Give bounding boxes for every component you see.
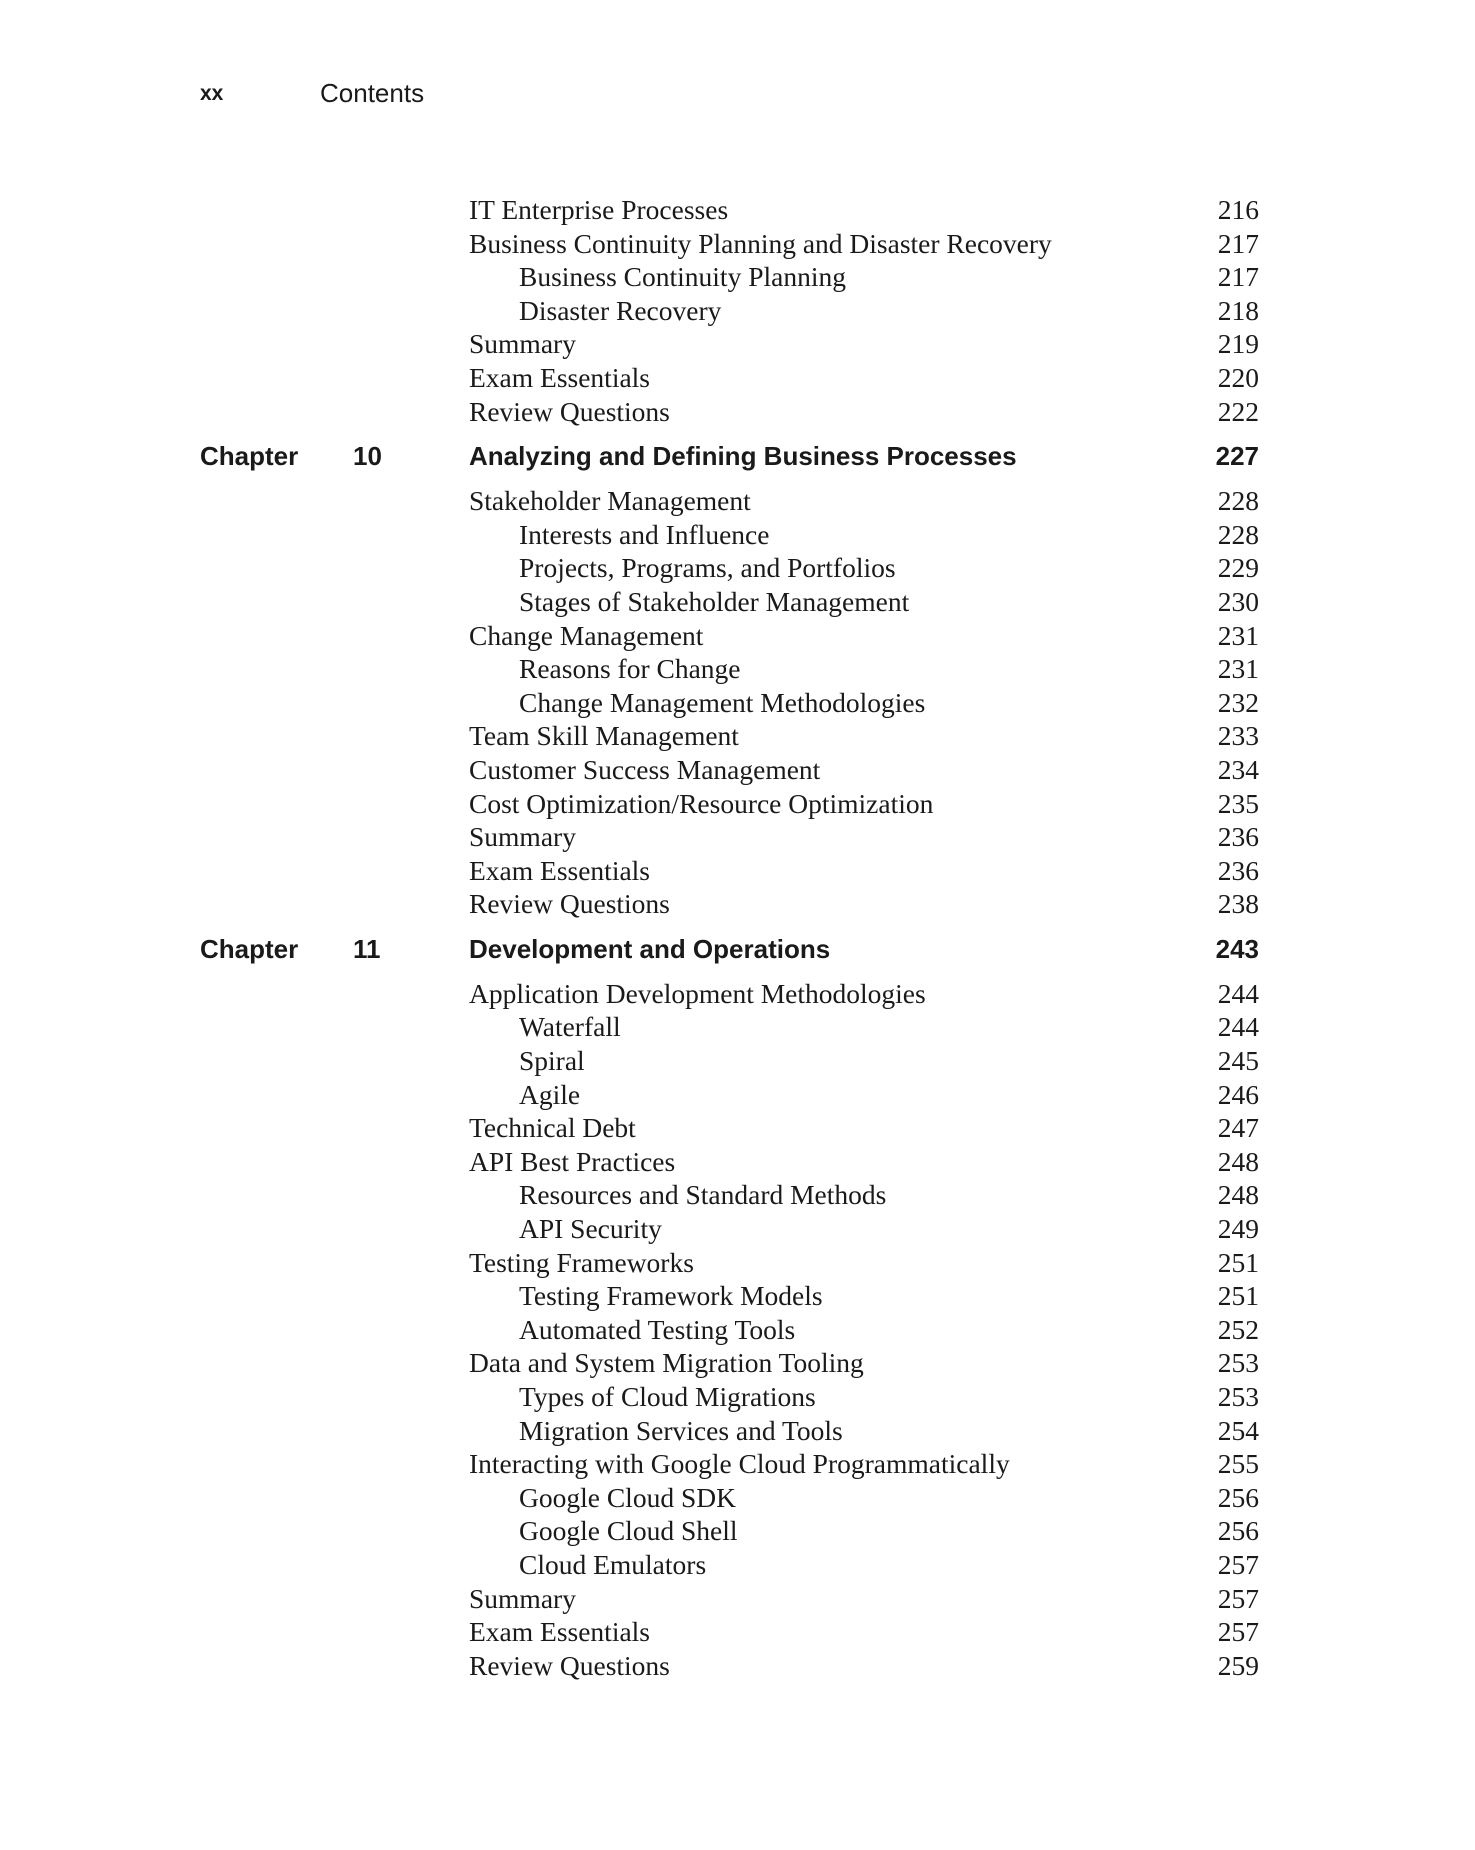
toc-subentry	[0, 1380, 1475, 1414]
running-head	[0, 78, 1475, 114]
entry-title: Disaster Recovery	[519, 294, 722, 326]
entry-page-number: 236	[1217, 854, 1259, 886]
toc-entry	[0, 887, 1475, 921]
toc-subentry	[0, 1212, 1475, 1246]
chapter-label: Chapter	[200, 441, 299, 472]
entry-page-number: 256	[1217, 1515, 1259, 1547]
entry-title: API Security	[519, 1213, 662, 1245]
toc-subentry	[0, 1044, 1475, 1078]
toc-entry	[0, 1447, 1475, 1481]
entry-page-number: 217	[1217, 261, 1259, 293]
toc-entry	[0, 361, 1475, 395]
entry-title: Review Questions	[469, 888, 670, 920]
toc-entry	[0, 1145, 1475, 1179]
entry-title: Exam Essentials	[469, 361, 651, 393]
entry-title: Cost Optimization/Resource Optimization	[469, 787, 934, 819]
toc-subentry	[0, 1313, 1475, 1347]
entry-page-number: 233	[1217, 720, 1259, 752]
entry-title: API Best Practices	[469, 1145, 676, 1177]
entry-title: Google Cloud Shell	[519, 1515, 738, 1547]
entry-page-number: 253	[1217, 1347, 1259, 1379]
entry-page-number: 244	[1217, 977, 1259, 1009]
toc-subentry	[0, 686, 1475, 720]
toc-entry	[0, 619, 1475, 653]
toc-entry	[0, 820, 1475, 854]
toc-entry	[0, 1111, 1475, 1145]
entry-title: Types of Cloud Migrations	[519, 1381, 816, 1412]
toc-subentry	[0, 294, 1475, 328]
entry-title: Interests and Influence	[519, 518, 770, 550]
entry-page-number: 244	[1217, 1011, 1259, 1043]
entry-page-number: 231	[1217, 653, 1259, 685]
entry-title: Automated Testing Tools	[519, 1313, 796, 1345]
toc-entry	[0, 1246, 1475, 1280]
chapter-number: 10	[353, 441, 382, 472]
entry-page-number: 252	[1217, 1313, 1259, 1345]
running-head-title: Contents	[320, 78, 425, 108]
page-folio: xx	[200, 82, 224, 105]
toc-subentry	[0, 1178, 1475, 1212]
entry-title: Summary	[469, 821, 576, 853]
entry-page-number: 231	[1217, 619, 1259, 651]
entry-page-number: 228	[1217, 485, 1259, 517]
entry-page-number: 257	[1217, 1616, 1259, 1648]
toc-subentry	[0, 1514, 1475, 1548]
chapter-title: Development and Operations	[469, 933, 831, 964]
entry-title: Application Development Methodologies	[469, 977, 926, 1009]
entry-page-number: 220	[1217, 361, 1259, 393]
toc-entry	[0, 395, 1475, 429]
entry-page-number: 218	[1217, 294, 1259, 326]
entry-page-number: 236	[1217, 821, 1259, 853]
entry-title: Change Management Methodologies	[519, 686, 926, 718]
entry-title: Testing Frameworks	[469, 1246, 694, 1278]
entry-title: Agile	[519, 1078, 581, 1110]
entry-page-number: 253	[1217, 1381, 1259, 1412]
toc-entry	[0, 719, 1475, 753]
entry-title: Testing Framework Models	[519, 1280, 823, 1312]
entry-title: IT Enterprise Processes	[469, 194, 729, 225]
entry-title: Stages of Stakeholder Management	[519, 585, 910, 617]
entry-title: Team Skill Management	[469, 720, 739, 752]
toc-subentry	[0, 1010, 1475, 1044]
entry-title: Summary	[469, 328, 576, 360]
entry-title: Customer Success Management	[469, 753, 821, 785]
entry-page-number: 254	[1217, 1414, 1259, 1446]
toc-subentry	[0, 1548, 1475, 1582]
chapter-page-number: 243	[1215, 933, 1259, 964]
toc-entry	[0, 854, 1475, 888]
entry-page-number: 230	[1217, 585, 1259, 617]
entry-title: Review Questions	[469, 1649, 670, 1681]
toc-subentry	[0, 1279, 1475, 1313]
entry-title: Spiral	[519, 1045, 585, 1077]
entry-page-number: 222	[1217, 395, 1259, 427]
chapter-heading	[0, 926, 1475, 972]
toc-entry	[0, 484, 1475, 518]
toc-subentry	[0, 1414, 1475, 1448]
entry-page-number: 248	[1217, 1179, 1259, 1211]
entry-page-number: 248	[1217, 1145, 1259, 1177]
entry-page-number: 255	[1217, 1448, 1259, 1480]
entry-title: Projects, Programs, and Portfolios	[519, 552, 896, 584]
entry-title: Resources and Standard Methods	[519, 1179, 887, 1211]
entry-page-number: 235	[1217, 787, 1259, 819]
entry-title: Stakeholder Management	[469, 485, 751, 517]
entry-page-number: 228	[1217, 518, 1259, 550]
toc-subentry	[0, 652, 1475, 686]
toc-entry	[0, 977, 1475, 1011]
entry-page-number: 249	[1217, 1213, 1259, 1245]
table-of-contents	[0, 193, 1475, 1682]
chapter-page-number: 227	[1215, 441, 1259, 472]
chapter-title: Analyzing and Defining Business Processes	[469, 441, 1017, 472]
toc-subentry	[0, 551, 1475, 585]
entry-page-number: 251	[1217, 1280, 1259, 1312]
entry-page-number: 245	[1217, 1045, 1259, 1077]
toc-entry	[0, 327, 1475, 361]
entry-title: Exam Essentials	[469, 1616, 651, 1648]
entry-title: Business Continuity Planning	[519, 261, 846, 293]
entry-page-number: 217	[1217, 227, 1259, 259]
entry-page-number: 246	[1217, 1078, 1259, 1110]
entry-title: Business Continuity Planning and Disaster Recovery	[469, 227, 1052, 259]
entry-page-number: 257	[1217, 1548, 1259, 1580]
toc-entry	[0, 227, 1475, 261]
entry-page-number: 216	[1217, 194, 1259, 225]
entry-title: Reasons for Change	[519, 653, 741, 685]
chapter-label: Chapter	[200, 933, 299, 964]
entry-page-number: 257	[1217, 1582, 1259, 1614]
entry-page-number: 234	[1217, 753, 1259, 785]
entry-page-number: 238	[1217, 888, 1259, 920]
entry-title: Data and System Migration Tooling	[469, 1347, 864, 1379]
entry-page-number: 219	[1217, 328, 1259, 360]
toc-subentry	[0, 585, 1475, 619]
entry-title: Summary	[469, 1582, 576, 1614]
entry-title: Interacting with Google Cloud Programmatically	[469, 1448, 1010, 1480]
entry-page-number: 229	[1217, 552, 1259, 584]
toc-entry	[0, 1649, 1475, 1683]
toc-subentry	[0, 1481, 1475, 1515]
entry-page-number: 256	[1217, 1481, 1259, 1513]
entry-title: Cloud Emulators	[519, 1548, 707, 1580]
toc-subentry	[0, 260, 1475, 294]
entry-page-number: 232	[1217, 686, 1259, 718]
entry-page-number: 259	[1217, 1649, 1259, 1681]
toc-entry	[0, 753, 1475, 787]
entry-title: Google Cloud SDK	[519, 1481, 736, 1513]
toc-subentry	[0, 1078, 1475, 1112]
entry-title: Exam Essentials	[469, 854, 651, 886]
entry-title: Migration Services and Tools	[519, 1414, 843, 1446]
chapter-number: 11	[353, 933, 381, 964]
entry-page-number: 247	[1217, 1112, 1259, 1144]
toc-entry	[0, 1582, 1475, 1616]
entry-page-number: 251	[1217, 1246, 1259, 1278]
toc-entry	[0, 787, 1475, 821]
toc-subentry	[0, 518, 1475, 552]
toc-entry	[0, 1346, 1475, 1380]
entry-title: Change Management	[469, 619, 704, 651]
entry-title: Waterfall	[519, 1011, 621, 1043]
toc-entry	[0, 1615, 1475, 1649]
chapter-heading	[0, 433, 1475, 479]
toc-entry	[0, 193, 1475, 227]
entry-title: Technical Debt	[469, 1112, 636, 1144]
entry-title: Review Questions	[469, 395, 670, 427]
